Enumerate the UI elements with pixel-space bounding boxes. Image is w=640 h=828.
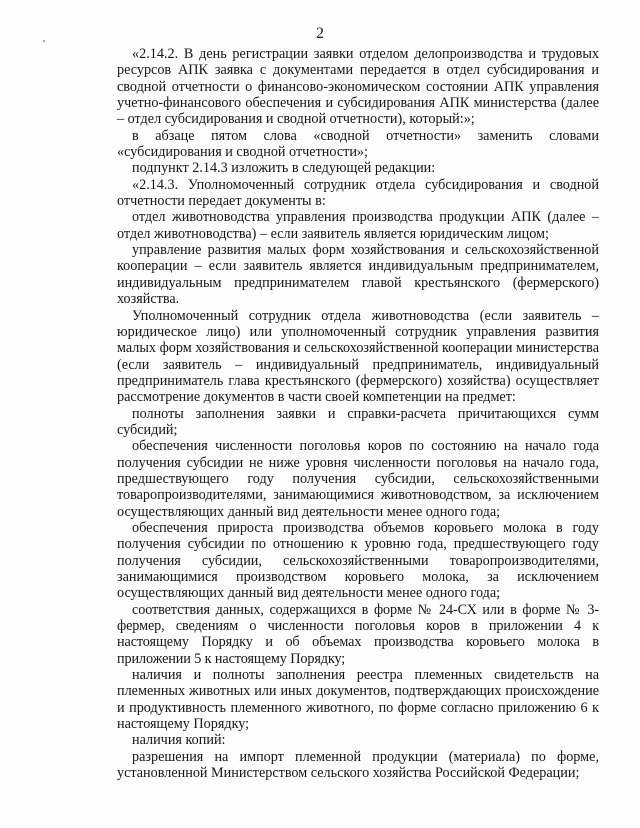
paragraph-prirost-moloka: обеспечения прироста производства объемов коровьего молока в году получения субсидии по отношению к уровню года, предшествующего году получения субсидии, сельскохозяйственными товаропроизводителями, занимающимися производством коровьего молока, за исключением осуществляющих данный вид деятельности менее одного года;: [117, 519, 599, 602]
paragraph-upolnomochenny-sotrudnik: Уполномоченный сотрудник отдела животноводства (если заявитель – юридическое лицо) или уполномоченный сотрудник управления развития малых форм хозяйствования и сельскохозяйственной кооперации министерства (если заявитель – индивидуальный предприниматель, индивидуальный предприниматель глава крестьянского (фермерского) хозяйства) осуществляет рассмотрение документов в части своей компетенции на предмет:: [117, 307, 599, 406]
paragraph-polnoty-zapolneniya: полноты заполнения заявки и справки-расчета причитающихся сумм субсидий;: [117, 405, 599, 438]
paragraph-subpunkt-2-14-3-intro: подпункт 2.14.3 изложить в следующей редакции:: [132, 160, 436, 177]
paragraph-amendment-abzac-5: в абзаце пятом слова «сводной отчетности» заменить словами «субсидирования и сводной отчетности»;: [117, 127, 599, 161]
paragraph-2-14-2: «2.14.2. В день регистрации заявки отделом делопроизводства и трудовых ресурсов АПК заявка с документами передается в отдел субсидирования и сводной отчетности о финансово-экономическом состоянии АПК управления учетно-финансового обеспечения и субсидирования АПК министерства (далее – отдел субсидирования и сводной отчетности), который:»;: [117, 46, 599, 128]
paragraph-razreshenie-import: разрешения на импорт племенной продукции (материала) по форме, установленной Министерством сельского хозяйства Российской Федерации;: [117, 748, 599, 782]
paragraph-sootvetstvie-dannyh: соответствия данных, содержащихся в форме № 24-СХ или в форме № 3-фермер, сведениям о численности поголовья коров в приложении 4 к настоящему Порядку и об объемах производства коровьего молока в приложении 5 к настоящему Порядку;: [117, 601, 599, 667]
paragraph-2-14-3: «2.14.3. Уполномоченный сотрудник отдела субсидирования и сводной отчетности передает документы в:: [117, 176, 599, 210]
paragraph-chislennost-korov: обеспечения численности поголовья коров по состоянию на начало года получения субсидии не ниже уровня численности поголовья на начало года, предшествующего году получения субсидии, сельскохозяйственными товаропроизводителями, занимающимися животноводством, за исключением осуществляющих данный вид деятельности менее одного года;: [117, 438, 599, 520]
page-number: 2: [316, 25, 324, 42]
paragraph-upravlenie-malyh-form: управление развития малых форм хозяйствования и сельскохозяйственной кооперации – если заявитель является индивидуальным предпринимателем, индивидуальным предпринимателем главой крестьянского (фермерского) хозяйства.: [117, 242, 599, 308]
paragraph-reestr-plemennyh: наличия и полноты заполнения реестра племенных свидетельств на племенных животных или иных документов, подтверждающих происхождение и продуктивность племенного животного, по форме согласно приложению 6 к настоящему Порядку;: [117, 667, 599, 733]
document-body: [117, 46, 599, 781]
paragraph-otdel-zhivotnovodstva: отдел животноводства управления производства продукции АПК (далее – отдел животноводства) – если заявитель является юридическим лицом;: [117, 209, 599, 242]
paragraph-nalichie-kopiy: наличия копий:: [132, 732, 226, 749]
